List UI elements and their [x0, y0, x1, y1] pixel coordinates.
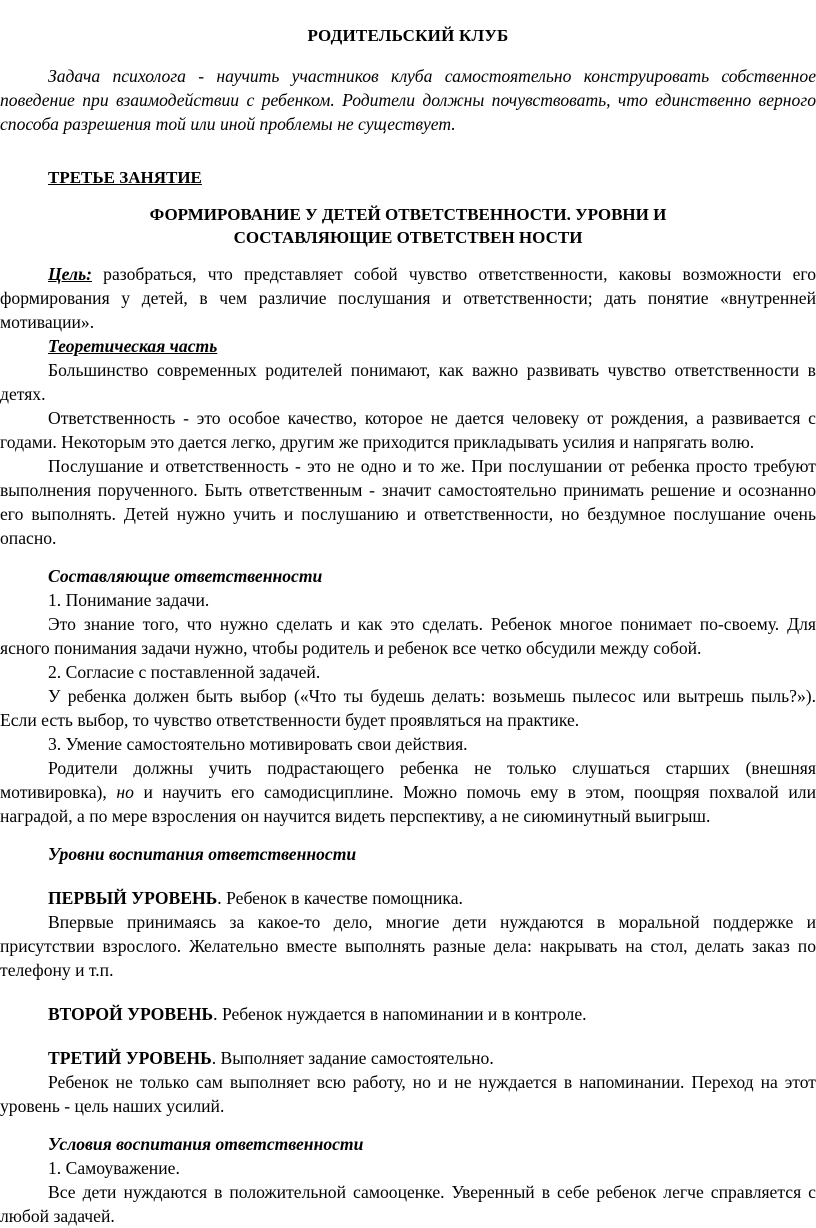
goal-text: разобраться, что представляет собой чувство ответственности, каковы возможности его формирования у детей, в чем различие послушания и ответственности; дать понятие «внутренней мотивации». [0, 264, 816, 332]
level-3-text: Ребенок не только сам выполняет всю работу, но и не нуждается в напоминании. Переход на этот уровень - цель наших усилий. [0, 1072, 816, 1116]
level-1-subtitle: . Ребенок в качестве помощника. [217, 888, 463, 908]
component-3-text: Родители должны учить подрастающего ребенка не только слушаться старших (внешняя мотивировка), но и научить его самодисциплине. Можно помочь ему в этом, поощряя похвалой или наградой, а по мере взросления он научится видеть перспективу, а не сиюминутный выигрыш. [0, 758, 816, 826]
component-3-title: 3. Умение самостоятельно мотивировать свои действия. [48, 734, 468, 754]
level-2-title: ВТОРОЙ УРОВЕНЬ [48, 1004, 214, 1024]
document-body [0, 262, 816, 1228]
condition-1-title: 1. Самоуважение. [48, 1158, 180, 1178]
components-section-label: Составляющие ответственности [48, 566, 323, 586]
level-3-title: ТРЕТИЙ УРОВЕНЬ [48, 1048, 212, 1068]
topic-heading-line-1: ФОРМИРОВАНИЕ У ДЕТЕЙ ОТВЕТСТВЕННОСТИ. УРОВНИ И [149, 205, 667, 224]
level-3-subtitle: . Выполняет задание самостоятельно. [211, 1048, 494, 1068]
goal-paragraph [0, 262, 816, 334]
level-1-heading [0, 886, 816, 910]
theory-section-label: Теоретическая часть [48, 336, 218, 356]
level-1-title: ПЕРВЫЙ УРОВЕНЬ [48, 888, 218, 908]
theory-paragraph-2: Ответственность - это особое качество, которое не дается человеку от рождения, а развивается с годами. Некоторым это дается легко, другим же приходится прикладывать усилия и напрягать волю. [0, 408, 816, 452]
level-1-text: Впервые принимаясь за какое-то дело, многие дети нуждаются в моральной поддержке и присутствии взрослого. Желательно вместе выполнять разные дела: накрывать на стол, делать заказ по телефону и т.п. [0, 912, 816, 980]
topic-heading-line-2: СОСТАВЛЯЮЩИЕ ОТВЕТСТВЕН НОСТИ [233, 228, 583, 247]
theory-paragraph-3: Послушание и ответственность - это не одно и то же. При послушании от ребенка просто требуют выполнения порученного. Быть ответственным - значит самостоятельно принимать решение и осознанно его выполнять. Детей нужно учить и послушанию и ответственности, но бездумное послушание очень опасно. [0, 456, 816, 548]
levels-section-label: Уровни воспитания ответственности [48, 844, 357, 864]
level-3-heading [0, 1046, 816, 1070]
condition-1-text: Все дети нуждаются в положительной самооценке. Уверенный в себе ребенок легче справляется с любой задачей. [0, 1182, 816, 1226]
conditions-section-label: Условия воспитания ответственности [48, 1134, 364, 1154]
lesson-heading: ТРЕТЬЕ ЗАНЯТИЕ [48, 168, 202, 187]
topic-heading [60, 203, 756, 249]
level-2-heading [0, 1002, 816, 1026]
goal-label: Цель: [48, 264, 92, 284]
component-2-text: У ребенка должен быть выбор («Что ты будешь делать: возьмешь пылесос или вытрешь пыль?»). Если есть выбор, то чувство ответственности будет проявляться на практике. [0, 686, 816, 730]
component-1-text: Это знание того, что нужно сделать и как это сделать. Ребенок многое понимает по-своему. Для ясного понимания задачи нужно, чтобы родитель и ребенок все четко обсудили между собой. [0, 614, 816, 658]
level-2-subtitle: . Ребенок нуждается в напоминании и в контроле. [213, 1004, 587, 1024]
intro-paragraph: Задача психолога - научить участников клуба самостоятельно конструировать собственное поведение при взаимодействии с ребенком. Родители должны почувствовать, что единственно верного способа разрешения той или иной проблемы не существует. [0, 66, 816, 134]
document-title: РОДИТЕЛЬСКИЙ КЛУБ [307, 26, 509, 45]
component-3-italic-word: но [116, 782, 134, 802]
component-2-title: 2. Согласие с поставленной задачей. [48, 662, 321, 682]
theory-paragraph-1: Большинство современных родителей понимают, как важно развивать чувство ответственности в детях. [0, 360, 816, 404]
component-1-title: 1. Понимание задачи. [48, 590, 210, 610]
